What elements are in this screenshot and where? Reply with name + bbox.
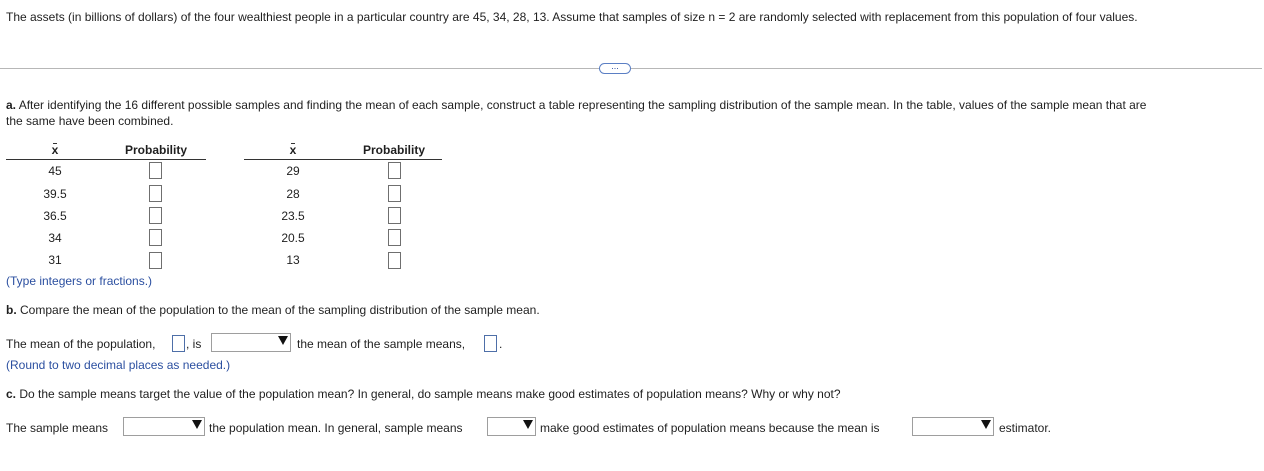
right-col-xbar-header: x (289, 143, 297, 157)
part-b-sentence-start: The mean of the population, (6, 337, 156, 351)
chevron-down-icon (981, 420, 991, 429)
part-b-question (6, 303, 540, 317)
left-table-header-line (6, 159, 206, 160)
part-c-s1: The sample means (6, 421, 109, 435)
probability-input[interactable] (388, 229, 401, 246)
part-c-s4: estimator. (999, 421, 1052, 435)
left-col-probability-header: Probability (124, 143, 187, 157)
left-xbar-value: 34 (48, 231, 62, 245)
right-xbar-value: 20.5 (281, 231, 305, 245)
part-b-sentence-end: . (499, 337, 503, 351)
probability-input[interactable] (388, 252, 401, 269)
probability-input[interactable] (388, 185, 401, 202)
part-c-text: Do the sample means target the value of the population mean? In general, do sample means make good estimates of population means? Why or why not? (19, 387, 841, 401)
part-b-is: , is (186, 337, 202, 351)
left-col-xbar-header: x (51, 143, 59, 157)
good-estimates-dropdown[interactable] (487, 417, 536, 436)
left-xbar-value: 36.5 (43, 209, 67, 223)
chevron-down-icon (192, 420, 202, 429)
part-a-text-1: After identifying the 16 different possible samples and finding the mean of each sample, construct a table representing the sampling distribution of the sample mean. In the table, values of the sample mean that are (18, 98, 1147, 112)
left-xbar-value: 31 (48, 253, 62, 267)
right-table-header-line (244, 159, 442, 160)
population-mean-input[interactable] (172, 335, 185, 352)
part-a-note: (Type integers or fractions.) (6, 274, 153, 288)
probability-input[interactable] (149, 162, 162, 179)
expand-more-button[interactable]: ... (599, 63, 631, 74)
part-a-label: a. (6, 98, 17, 112)
sample-means-mean-input[interactable] (484, 335, 497, 352)
chevron-down-icon (523, 420, 533, 429)
part-a-question (6, 97, 1256, 129)
part-c-s3: make good estimates of population means because the mean is (540, 421, 880, 435)
comparison-dropdown[interactable] (211, 333, 291, 352)
part-b-text: Compare the mean of the population to the mean of the sampling distribution of the sample mean. (20, 303, 540, 317)
probability-input[interactable] (149, 252, 162, 269)
probability-input[interactable] (149, 229, 162, 246)
chevron-down-icon (278, 336, 288, 345)
problem-statement: The assets (in billions of dollars) of the four wealthiest people in a particular country are 45, 34, 28, 13. Assume that samples of size n = 2 are randomly selected with replacement from this population of four values. (6, 10, 1138, 24)
right-xbar-value: 13 (286, 253, 300, 267)
part-c-s2: the population mean. In general, sample means (209, 421, 463, 435)
right-xbar-value: 29 (286, 164, 300, 178)
probability-input[interactable] (149, 185, 162, 202)
estimator-type-dropdown[interactable] (912, 417, 994, 436)
probability-input[interactable] (388, 207, 401, 224)
right-xbar-value: 23.5 (281, 209, 305, 223)
right-col-probability-header: Probability (362, 143, 425, 157)
part-b-sentence-mid: the mean of the sample means, (297, 337, 466, 351)
probability-input[interactable] (388, 162, 401, 179)
left-xbar-value: 39.5 (43, 187, 67, 201)
part-c-question (6, 387, 841, 401)
part-a-text-2: the same have been combined. (6, 114, 174, 128)
target-dropdown[interactable] (123, 417, 205, 436)
left-xbar-value: 45 (48, 164, 62, 178)
part-b-note: (Round to two decimal places as needed.) (6, 358, 231, 372)
right-xbar-value: 28 (286, 187, 300, 201)
part-b-label: b. (6, 303, 17, 317)
probability-input[interactable] (149, 207, 162, 224)
part-c-label: c. (6, 387, 17, 401)
section-divider (0, 68, 1262, 69)
